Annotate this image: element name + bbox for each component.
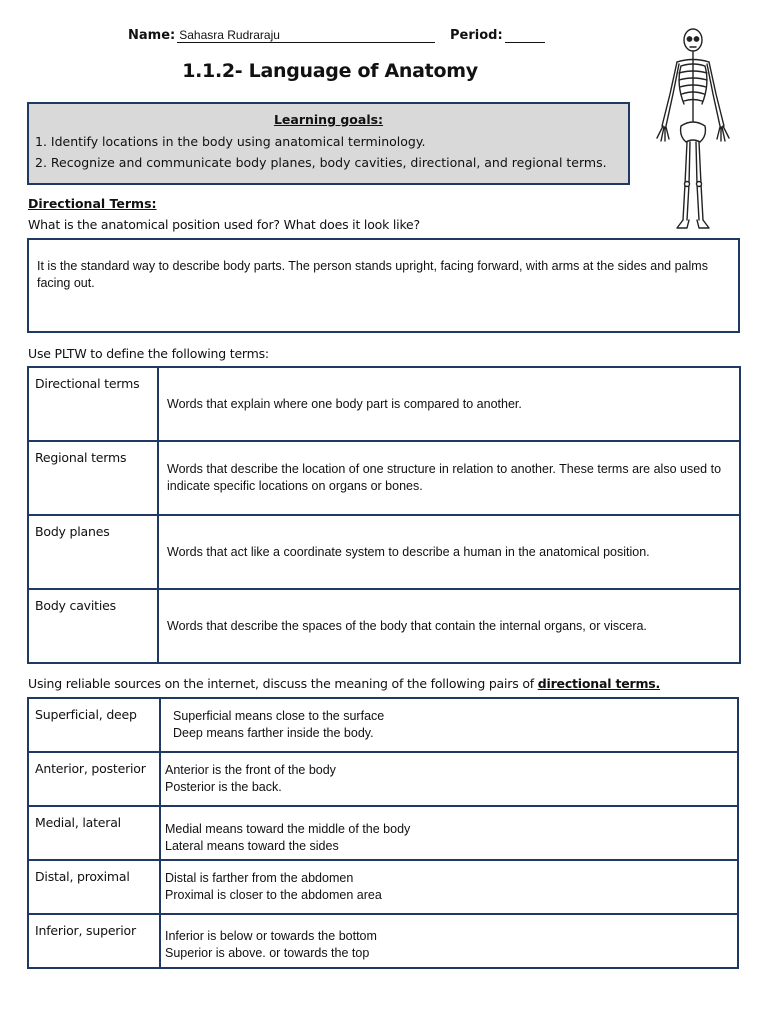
- period-value[interactable]: [505, 29, 545, 43]
- pair-answer-cell[interactable]: [160, 914, 738, 968]
- pair-answer-cell[interactable]: [160, 698, 738, 752]
- learning-goal-item: 2. Recognize and communicate body planes, body cavities, directional, and regional terms.: [35, 155, 607, 170]
- directional-terms-heading: Directional Terms:: [28, 196, 157, 211]
- table-row: [28, 367, 740, 441]
- pair-answer-cell[interactable]: [160, 806, 738, 860]
- name-value[interactable]: Sahasra Rudraraju: [177, 28, 435, 43]
- name-label: Name:: [128, 28, 176, 43]
- term-cell: Body cavities: [28, 589, 158, 663]
- instruction-text: Using reliable sources on the internet, discuss the meaning of the following pairs of: [28, 676, 538, 691]
- period-field: [450, 28, 545, 43]
- learning-goals-box: [27, 102, 630, 185]
- directional-pairs-instruction: [28, 676, 660, 691]
- definitions-table: [27, 366, 741, 664]
- pair-term-cell: Distal, proximal: [28, 860, 160, 914]
- answer-line: Deep means farther inside the body.: [173, 726, 374, 740]
- period-label: Period:: [450, 28, 503, 43]
- instruction-emphasis: directional terms.: [537, 676, 661, 691]
- skeleton-illustration: [645, 26, 743, 232]
- table-row: [28, 441, 740, 515]
- pair-term-cell: Medial, lateral: [28, 806, 160, 860]
- answer-line: Superficial means close to the surface: [173, 709, 385, 723]
- answer-line: Inferior is below or towards the bottom: [165, 929, 377, 943]
- learning-goals-title: Learning goals:: [273, 112, 384, 127]
- table-row: [28, 914, 738, 968]
- definition-cell[interactable]: Words that explain where one body part is compared to another.: [158, 367, 740, 441]
- pair-term-cell: Inferior, superior: [28, 914, 160, 968]
- anatomical-position-answer: It is the standard way to describe body parts. The person stands upright, facing forward, with arms at the sides and palms facing out.: [37, 259, 708, 290]
- pair-answer-cell[interactable]: [160, 860, 738, 914]
- answer-line: Superior is above. or towards the top: [165, 946, 370, 960]
- term-cell: Directional terms: [28, 367, 158, 441]
- answer-line: Anterior is the front of the body: [165, 763, 336, 777]
- table-row: [28, 860, 738, 914]
- page-title: 1.1.2- Language of Anatomy: [182, 60, 478, 82]
- answer-line: Distal is farther from the abdomen: [165, 871, 354, 885]
- anatomical-position-answer-box[interactable]: [27, 238, 740, 333]
- name-field: [128, 28, 435, 43]
- answer-line: Proximal is closer to the abdomen area: [165, 888, 382, 902]
- table-row: [28, 515, 740, 589]
- table-row: [28, 752, 738, 806]
- answer-line: Posterior is the back.: [165, 780, 282, 794]
- pair-answer-cell[interactable]: [160, 752, 738, 806]
- pair-term-cell: Anterior, posterior: [28, 752, 160, 806]
- definition-cell[interactable]: Words that describe the spaces of the body that contain the internal organs, or viscera.: [158, 589, 740, 663]
- definition-cell[interactable]: Words that act like a coordinate system to describe a human in the anatomical position.: [158, 515, 740, 589]
- table-row: [28, 806, 738, 860]
- term-cell: Regional terms: [28, 441, 158, 515]
- table-row: [28, 698, 738, 752]
- table-row: [28, 589, 740, 663]
- define-terms-instruction: Use PLTW to define the following terms:: [28, 346, 269, 361]
- anatomical-position-question: What is the anatomical position used for? What does it look like?: [28, 217, 420, 232]
- answer-line: Lateral means toward the sides: [165, 839, 339, 853]
- learning-goal-item: 1. Identify locations in the body using anatomical terminology.: [35, 134, 426, 149]
- definition-cell[interactable]: Words that describe the location of one structure in relation to another. These terms are also used to indicate specific locations on organs or bones.: [158, 441, 740, 515]
- answer-line: Medial means toward the middle of the body: [165, 822, 411, 836]
- directional-pairs-table: [27, 697, 739, 969]
- term-cell: Body planes: [28, 515, 158, 589]
- pair-term-cell: Superficial, deep: [28, 698, 160, 752]
